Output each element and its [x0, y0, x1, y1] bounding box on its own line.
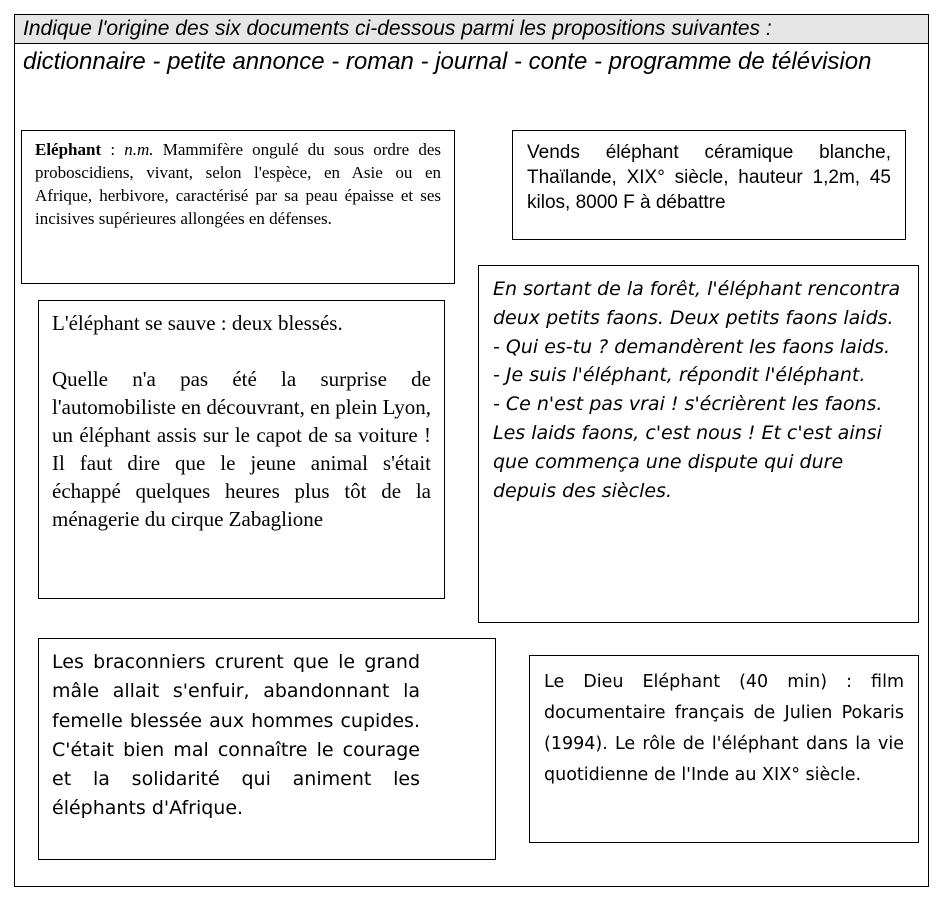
dictionary-headword: Eléphant	[35, 140, 102, 159]
novel-text: Les braconniers crurent que le grand mâle allait s'enfuir, abandonnant la femelle blessée aux hommes cupides. C'était bien mal connaître le courage et la solidarité qui animent les éléphants d'Afrique.	[52, 651, 420, 820]
tv-program-text: Le Dieu Eléphant (40 min) : film documentaire français de Julien Pokaris (1994). Le rôle de l'éléphant dans la vie quotidienne de l'Inde au XIX° siècle.	[544, 672, 904, 785]
document-classified-ad	[512, 130, 906, 240]
tale-line: - Je suis l'éléphant, répondit l'éléphant.	[493, 364, 866, 387]
document-tv-program	[529, 655, 919, 843]
paragraph-gap	[52, 337, 431, 365]
dictionary-separator: :	[101, 140, 125, 159]
newspaper-body: Quelle n'a pas été la surprise de l'automobiliste en découvrant, en plein Lyon, un éléphant assis sur le capot de sa voiture ! Il faut dire que le jeune animal s'était échappé quelques heures plus tôt de la ménagerie du cirque Zabaglione	[52, 367, 431, 531]
document-dictionary	[21, 130, 455, 284]
document-novel	[38, 638, 496, 860]
ad-text: Vends éléphant céramique blanche, Thaïlande, XIX° siècle, hauteur 1,2m, 45 kilos, 8000 F à débattre	[527, 142, 891, 213]
tale-line: En sortant de la forêt, l'éléphant rencontra deux petits faons. Deux petits faons laids.	[493, 278, 901, 329]
options-list: dictionnaire - petite annonce - roman - journal - conte - programme de télévision	[23, 48, 872, 75]
tale-line: - Qui es-tu ? demandèrent les faons laids.	[493, 335, 891, 358]
dictionary-pos: n.m.	[124, 140, 154, 159]
document-tale	[478, 265, 919, 623]
document-newspaper	[38, 300, 445, 599]
tale-line: - Ce n'est pas vrai ! s'écrièrent les faons. Les laids faons, c'est nous ! Et c'est ainsi que commença une dispute qui dure depuis des siècles.	[493, 393, 883, 502]
instruction-banner: Indique l'origine des six documents ci-dessous parmi les propositions suivantes :	[15, 15, 928, 44]
dictionary-definition: Mammifère ongulé du sous ordre des proboscidiens, vivant, selon l'espèce, en Asie ou en Afrique, herbivore, caractérisé par sa peau épaisse et ses incisives supérieures allongées en défenses.	[35, 140, 441, 228]
newspaper-headline: L'éléphant se sauve : deux blessés.	[52, 311, 343, 335]
